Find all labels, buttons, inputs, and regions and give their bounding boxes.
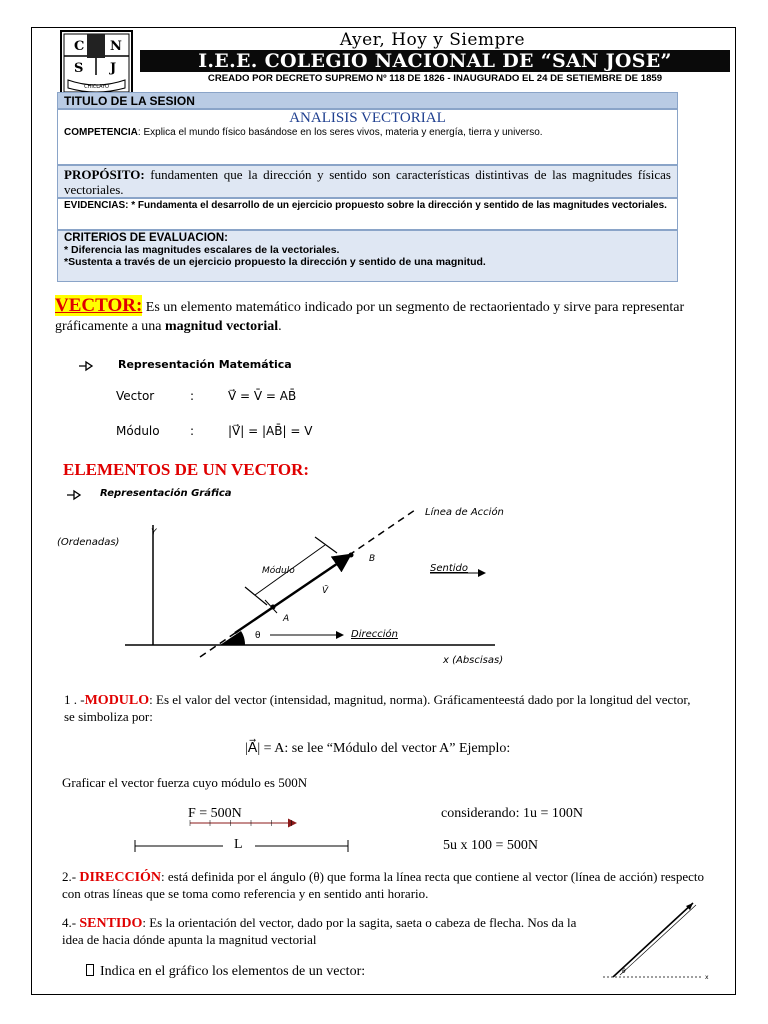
logo-ribbon: CHICLAYO	[84, 84, 109, 90]
force-label: F = 500N	[188, 806, 242, 821]
logo-letter-j: J	[110, 61, 117, 76]
school-decree: CREADO POR DECRETO SUPREMO Nº 118 DE 1826 - INAUGURADO EL 24 DE SETIEMBRE DE 1859	[207, 73, 663, 84]
modulo-expression: |V⃗| = |AB̄| = V	[228, 424, 313, 438]
modulo-text: : Es el valor del vector (intensidad, magnitud, norma). Gráficamenteestá dado por la longitud del vector, se simboliza por:	[64, 692, 691, 724]
modulo-label: Módulo	[116, 424, 160, 438]
practice-vector-diagram	[598, 895, 718, 985]
vector-elements-diagram	[55, 495, 555, 675]
vector-v-label: V̄	[322, 586, 329, 596]
criterio-item: * Diferencia las magnitudes escalares de la vectoriales.	[64, 244, 340, 256]
math-representation	[78, 358, 378, 448]
task-text: Indica en el gráfico los elementos de un vector:	[100, 964, 366, 979]
y-axis-label: Y	[151, 528, 157, 538]
proposito-body: fundamenten que la dirección y sentido son características distintivas de las magnitudes físicas vectoriales.	[64, 167, 671, 197]
evidencias-label: EVIDENCIAS:	[64, 200, 129, 211]
school-name-banner: I.E.E. COLEGIO NACIONAL DE “SAN JOSE”	[140, 50, 730, 72]
modulo-number: 1 . -	[64, 692, 85, 707]
practice-vector-line	[613, 903, 693, 977]
vector-definition-text: Es un elemento matemático indicado por un segmento de rectaorientado y sirve para representar gráficamente a una	[55, 300, 685, 334]
modulo-example: Graficar el vector fuerza cuyo módulo es 500N	[62, 775, 308, 790]
school-motto: Ayer, Hoy y Siempre	[339, 30, 526, 50]
sentido-text: : Es la orientación del vector, dado por la sagita, saeta o cabeza de flecha. Nos da la idea de hacia dónde apunta la magnitud vectorial	[62, 915, 577, 947]
sentido-label: Sentido	[430, 563, 469, 574]
graph-rep-header: Representación Gráfica	[100, 488, 232, 499]
pointing-hand-icon	[78, 360, 96, 372]
school-logo	[60, 30, 133, 96]
point-b-label: B	[369, 554, 376, 564]
practice-x-label: x	[705, 974, 709, 981]
vector-definition-bold: magnitud vectorial	[165, 319, 279, 334]
logo-letter-c: C	[74, 39, 85, 54]
elements-heading: ELEMENTOS DE UN VECTOR:	[63, 460, 310, 479]
competencia-text	[58, 127, 677, 138]
task-instruction	[86, 964, 365, 980]
vector-heading: VECTOR:	[55, 295, 143, 316]
point-b	[349, 553, 354, 558]
modulo-paragraph	[64, 692, 704, 725]
theta-label: θ	[255, 631, 261, 641]
length-label: L	[234, 837, 243, 852]
session-info-table	[57, 92, 678, 282]
modulo-diagram-label: Módulo	[262, 566, 295, 576]
angle-theta-fill	[220, 631, 245, 645]
considerando-text: considerando: 1u = 100N	[441, 806, 584, 821]
criterios-row	[57, 230, 678, 282]
math-rep-header: Representación Matemática	[118, 358, 292, 371]
competencia-body: : Explica el mundo físico basándose en los seres vivos, materia y energía, tierra y universo.	[137, 127, 543, 138]
vector-colon: :	[190, 389, 195, 403]
linea-accion-label: Línea de Acción	[425, 507, 504, 518]
proposito-label: PROPÓSITO:	[64, 167, 145, 182]
vector-definition-end: .	[278, 319, 282, 334]
criterio-item: *Sustenta a través de un ejercicio propuesto la dirección y sentido de una magnitud.	[64, 256, 486, 268]
direccion-label: Dirección	[351, 629, 398, 640]
ordenadas-label: (Ordenadas)	[57, 537, 120, 548]
vector-expression: V⃗ = V̄ = AB̄	[228, 389, 297, 403]
session-title-value: ANALISIS VECTORIAL	[289, 110, 446, 126]
length-dimension	[125, 836, 375, 856]
vector-definition	[55, 296, 715, 336]
logo-letter-n: N	[110, 39, 122, 54]
direccion-text: : está definida por el ángulo (θ) que forma la línea recta que contiene al vector (línea de acción) respecto con otras líneas que se toma como referencia y en sentido anti horario.	[62, 869, 704, 901]
modulo-colon: :	[190, 424, 195, 438]
direccion-heading: DIRECCIÓN	[79, 870, 162, 885]
practice-theta-label: θ	[622, 968, 626, 975]
competencia-label: COMPETENCIA	[64, 127, 138, 138]
evidencias-body: * Fundamenta el desarrollo de un ejercicio propuesto sobre la dirección y sentido de las magnitudes vectoriales.	[128, 200, 667, 211]
vector-label: Vector	[116, 389, 155, 403]
modulo-formula: |A⃗| = A: se lee “Módulo del vector A” Ejemplo:	[245, 741, 511, 756]
modulo-heading: MODULO	[84, 693, 150, 708]
logo-letter-s: S	[74, 61, 84, 76]
point-a-label: A	[283, 614, 290, 624]
sentido-heading: SENTIDO	[79, 916, 143, 931]
evidencias-row	[57, 198, 678, 230]
bullet-box-icon	[86, 964, 94, 976]
x-axis-label: x (Abscisas)	[443, 655, 504, 666]
proposito-row	[57, 165, 678, 198]
sentido-paragraph	[62, 915, 582, 948]
sentido-number: 4.-	[62, 915, 77, 930]
session-title-row	[57, 109, 678, 165]
direccion-number: 2.-	[62, 869, 77, 884]
session-title-label: TITULO DE LA SESION	[57, 92, 678, 109]
criterios-label: CRITERIOS DE EVALUACION:	[64, 232, 228, 244]
calc-text: 5u x 100 = 500N	[443, 838, 539, 853]
